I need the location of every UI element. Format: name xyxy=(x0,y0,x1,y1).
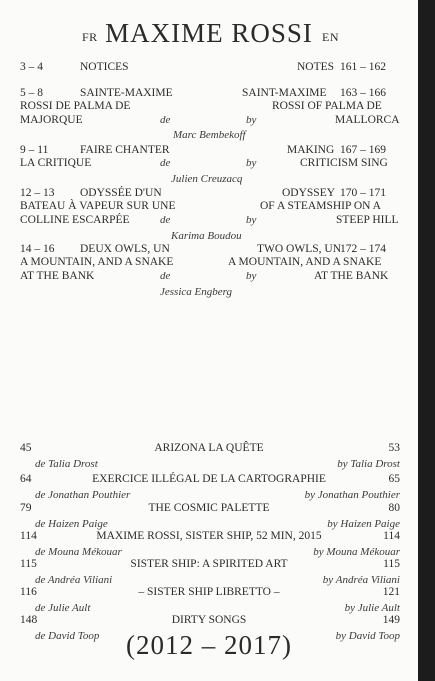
fr-page-range: 5 – 8 xyxy=(20,87,43,99)
author-fr: de Andréa Viliani xyxy=(35,574,113,586)
entry-title: EXERCICE ILLÉGAL DE LA CARTOGRAPHIE xyxy=(92,473,326,485)
entry-title: – SISTER SHIP LIBRETTO – xyxy=(138,586,280,598)
fr-page-range: 12 – 13 xyxy=(20,187,55,199)
fr-title-line: AT THE BANK xyxy=(20,270,95,282)
author-en: by Haizen Paige xyxy=(327,518,400,530)
right-page: 53 xyxy=(388,442,400,454)
left-page: 148 xyxy=(20,614,38,626)
en-title-line: A MOUNTAIN, AND A SNAKE xyxy=(228,256,382,268)
lang-label-en: EN xyxy=(322,30,339,44)
en-title-line: TWO OWLS, UN xyxy=(257,243,341,255)
author-fr: de Mouna Mékouar xyxy=(35,546,122,558)
author-en: by Julie Ault xyxy=(344,602,400,614)
right-page: 65 xyxy=(388,473,400,485)
en-title-line: MAKING xyxy=(287,144,335,156)
en-title-line: ODYSSEY xyxy=(282,187,336,199)
de-label: de xyxy=(160,270,171,282)
en-page-range: 172 – 174 xyxy=(340,243,386,255)
by-label: by xyxy=(246,114,257,126)
fr-title-line: SAINTE-MAXIME xyxy=(80,87,173,99)
fr-title-line: ODYSSÉE D'UN xyxy=(80,187,162,199)
page-edge xyxy=(418,0,435,681)
by-label: by xyxy=(246,157,257,169)
en-title-line: STEEP HILL xyxy=(336,214,399,226)
de-label: de xyxy=(160,114,171,126)
left-page: 79 xyxy=(20,502,32,514)
left-page: 114 xyxy=(20,530,37,542)
fr-page-range: 3 – 4 xyxy=(20,61,43,73)
en-title-line: CRITICISM SING xyxy=(300,157,388,169)
right-page: 149 xyxy=(382,614,400,626)
entry-title-extra: LA QUÊTE xyxy=(208,442,264,454)
author-fr: de Haizen Paige xyxy=(35,518,108,530)
en-page-range: 170 – 171 xyxy=(340,187,386,199)
entry-title: DIRTY SONGS xyxy=(171,614,247,626)
author-name: Jessica Engberg xyxy=(160,286,232,298)
fr-page-range: 9 – 11 xyxy=(20,144,49,156)
en-title-line: ROSSI OF PALMA DE xyxy=(272,100,382,112)
author-name: Julien Creuzacq xyxy=(171,173,243,185)
en-title-line: MALLORCA xyxy=(335,114,400,126)
en-title-line: OF A STEAMSHIP ON A xyxy=(260,200,381,212)
right-page: 80 xyxy=(388,502,400,514)
fr-title-line: COLLINE ESCARPÉE xyxy=(20,214,130,226)
en-page-range: 161 – 162 xyxy=(340,61,386,73)
author-en: by Jonathan Pouthier xyxy=(304,489,400,501)
en-page-range: 167 – 169 xyxy=(340,144,386,156)
de-label: de xyxy=(160,214,171,226)
author-fr: de Julie Ault xyxy=(35,602,91,614)
fr-title: NOTICES xyxy=(80,61,129,73)
page-title: MAXIME ROSSI xyxy=(105,18,313,48)
lang-label-fr: FR xyxy=(82,30,98,44)
left-page: 64 xyxy=(20,473,32,485)
en-title-line: SAINT-MAXIME xyxy=(242,87,327,99)
author-en: by Andréa Viliani xyxy=(322,574,400,586)
fr-title-line: FAIRE CHANTER xyxy=(80,144,170,156)
left-page: 116 xyxy=(20,586,37,598)
left-page: 115 xyxy=(20,558,37,570)
en-title-line: AT THE BANK xyxy=(314,270,389,282)
right-page: 114 xyxy=(383,530,400,542)
fr-page-range: 14 – 16 xyxy=(20,243,55,255)
by-label: by xyxy=(246,270,257,282)
author-fr: de Jonathan Pouthier xyxy=(35,489,131,501)
date-range: (2012 – 2017) xyxy=(126,630,292,660)
de-label: de xyxy=(160,157,171,169)
entry-title: THE COSMIC PALETTE xyxy=(148,502,270,514)
fr-title-line: MAJORQUE xyxy=(20,114,83,126)
right-page: 115 xyxy=(383,558,400,570)
author-name: Karima Boudou xyxy=(171,230,242,242)
fr-title-line: BATEAU À VAPEUR SUR UNE xyxy=(20,200,176,212)
right-page: 121 xyxy=(382,586,400,598)
author-name: Marc Bembekoff xyxy=(173,129,246,141)
entry-title: MAXIME ROSSI, SISTER SHIP, 52 MIN, 2015 xyxy=(96,530,322,542)
left-page: 45 xyxy=(20,442,32,454)
author-en: by David Toop xyxy=(335,630,400,642)
fr-title-line: ROSSI DE PALMA DE xyxy=(20,100,131,112)
en-title: NOTES xyxy=(297,61,335,73)
entry-title: SISTER SHIP: A SPIRITED ART xyxy=(130,558,288,570)
author-fr: de Talia Drost xyxy=(35,458,98,470)
en-page-range: 163 – 166 xyxy=(340,87,386,99)
by-label: by xyxy=(246,214,257,226)
entry-title: ARIZONA LA QUÊTE xyxy=(154,442,264,454)
author-en: by Talia Drost xyxy=(337,458,400,470)
fr-title-line: LA CRITIQUE xyxy=(20,157,92,169)
fr-title-line: DEUX OWLS, UN xyxy=(80,243,170,255)
author-en: by Mouna Mékouar xyxy=(313,546,400,558)
author-fr: de David Toop xyxy=(35,630,100,642)
fr-title-line: A MOUNTAIN, AND A SNAKE xyxy=(20,256,174,268)
